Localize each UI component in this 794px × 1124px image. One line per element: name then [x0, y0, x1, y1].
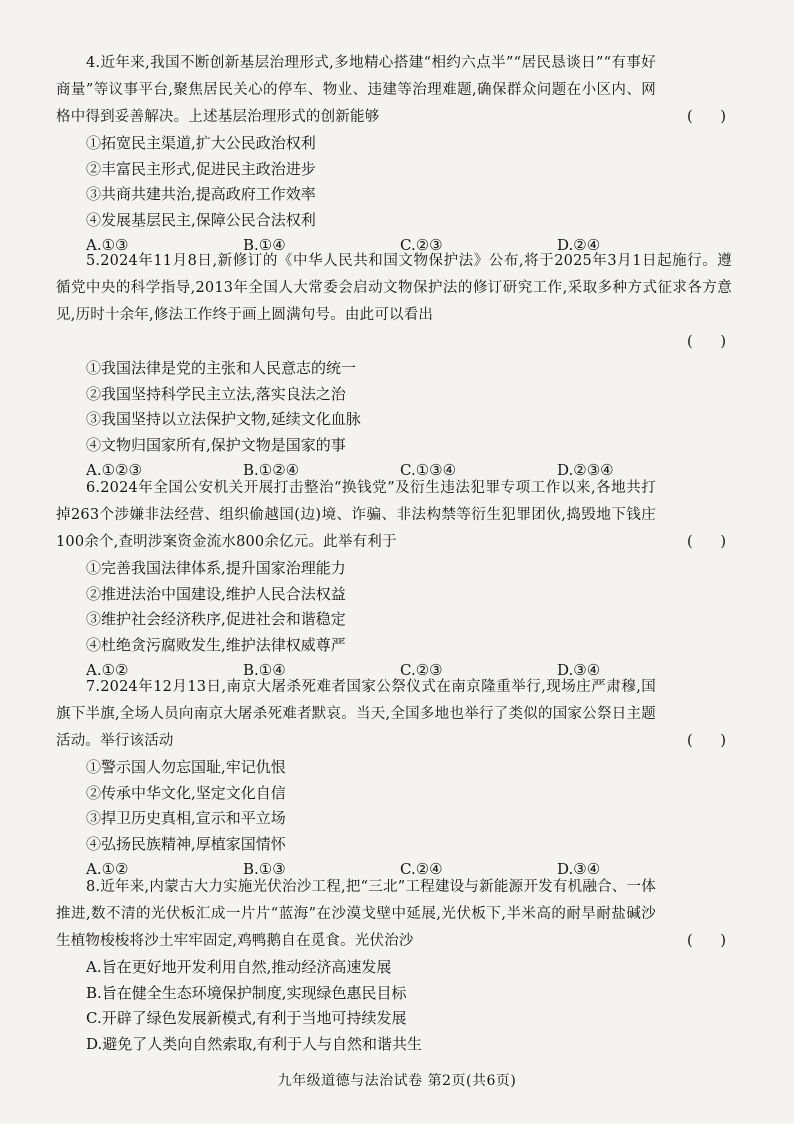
- question-7-answer-bracket: ( ): [687, 733, 726, 749]
- question-4-option-2: ②丰富民主形式,促进民主政治进步: [86, 159, 316, 178]
- question-5-option-3: ③我国坚持以立法保护文物,延续文化血脉: [86, 410, 361, 428]
- question-5-choice-a: A.①②③: [86, 461, 142, 479]
- question-4-option-4: ④发展基层民主,保障公民合法权利: [86, 210, 316, 229]
- question-4-choice-a: A.①③: [86, 236, 129, 254]
- question-8-choice-d: D.避免了人类向自然索取,有利于人与自然和谐共生: [86, 1034, 423, 1053]
- question-7-choice-c: C.②④: [400, 860, 443, 878]
- question-7-option-1: ①警示国人勿忘国耻,牢记仇恨: [86, 758, 286, 776]
- question-7-choice-a: A.①②: [86, 860, 129, 878]
- question-4-choice-b: B.①④: [243, 236, 286, 254]
- page-footer: 九年级道德与法治试卷 第2页(共6页): [277, 1073, 517, 1089]
- question-6-choice-c: C.②③: [400, 661, 443, 679]
- question-8-answer-bracket: ( ): [687, 933, 726, 949]
- question-7: [56, 674, 732, 883]
- question-6-option-4: ④杜绝贪污腐败发生,维护法律权威尊严: [86, 635, 346, 654]
- question-8-choice-a: A.旨在更好地开发利用自然,推动经济高速发展: [86, 958, 392, 976]
- question-6-answer-bracket: ( ): [687, 534, 726, 550]
- question-5-option-1: ①我国法律是党的主张和人民意志的统一: [86, 359, 357, 377]
- question-5: [56, 248, 732, 484]
- question-7-option-3: ③捍卫历史真相,宣示和平立场: [86, 809, 286, 827]
- question-4-choice-d: D.②④: [557, 236, 601, 254]
- question-4-choice-c: C.②③: [400, 236, 443, 254]
- question-8-choices: [86, 955, 732, 1057]
- question-6-stem: 6.2024年全国公安机关开展打击整治“换钱党”及衍生违法犯罪专项工作以来,各地共打掉263个涉嫌非法经营、组织偷越国(边)境、诈骗、非法构禁等衍生犯罪团伙,捣毁地下钱庄100余个,查明涉案资金流水800余亿元。此举有利于: [56, 480, 656, 550]
- question-7-choice-d: D.③④: [557, 860, 601, 878]
- question-8-choice-b: B.旨在健全生态环境保护制度,实现绿色惠民目标: [86, 983, 407, 1002]
- question-8-choice-c: C.开辟了绿色发展新模式,有利于当地可持续发展: [86, 1009, 407, 1027]
- question-8-stem: 8.近年来,内蒙古大力实施光伏治沙工程,把“三北”工程建设与新能源开发有机融合、一体推进,数不清的光伏板汇成一片片“蓝海”在沙漠戈壁中延展,光伏板下,半米高的耐旱耐盐碱沙生植物梭梭将沙土牢牢固定,鸡鸭鹅自在觅食。光伏治沙: [56, 879, 656, 949]
- question-5-choice-b: B.①②④: [243, 461, 300, 479]
- question-4-answer-bracket: ( ): [687, 109, 726, 125]
- question-4-option-3: ③共商共建共治,提高政府工作效率: [86, 185, 316, 203]
- question-4-stem: 4.近年来,我国不断创新基层治理形式,多地精心搭建“相约六点半”“居民恳谈日”“有事好商量”等议事平台,聚焦居民关心的停车、物业、违建等治理难题,确保群众问题在小区内、网格中得到妥善解决。上述基层治理形式的创新能够: [56, 55, 656, 125]
- question-5-option-4: ④文物归国家所有,保护文物是国家的事: [86, 435, 346, 454]
- question-7-choice-b: B.①③: [243, 860, 286, 878]
- question-6-choice-d: D.③④: [557, 661, 601, 679]
- question-6-option-1: ①完善我国法律体系,提升国家治理能力: [86, 559, 346, 577]
- question-5-choice-d: D.②③④: [557, 461, 614, 479]
- question-4-option-1: ①拓宽民主渠道,扩大公民政治权利: [86, 134, 316, 152]
- question-8: [56, 874, 732, 1057]
- question-7-option-4: ④弘扬民族精神,厚植家国情怀: [86, 834, 286, 853]
- question-6: [56, 475, 732, 684]
- question-4: [56, 50, 732, 259]
- question-6-option-2: ②推进法治中国建设,维护人民合法权益: [86, 584, 346, 603]
- question-6-choice-b: B.①④: [243, 661, 286, 679]
- question-5-option-2: ②我国坚持科学民主立法,落实良法之治: [86, 384, 346, 403]
- question-5-choice-c: C.①③④: [400, 461, 457, 479]
- question-6-option-3: ③维护社会经济秩序,促进社会和谐稳定: [86, 610, 346, 628]
- question-5-stem: 5.2024年11月8日,新修订的《中华人民共和国文物保护法》公布,将于2025年3月1日起施行。遵循党中央的科学指导,2013年全国人大常委会启动文物保护法的修订研究工作,采取多种方式征求各方意见,历时十余年,修法工作终于画上圆满句号。由此可以看出: [56, 253, 732, 323]
- question-5-answer-bracket: ( ): [687, 334, 726, 350]
- question-6-choice-a: A.①②: [86, 661, 129, 679]
- question-7-option-2: ②传承中华文化,坚定文化自信: [86, 783, 286, 802]
- question-7-stem: 7.2024年12月13日,南京大屠杀死难者国家公祭仪式在南京隆重举行,现场庄严肃穆,国旗下半旗,全场人员向南京大屠杀死难者默哀。当天,全国多地也举行了类似的国家公祭日主题活动。举行该活动: [56, 679, 656, 749]
